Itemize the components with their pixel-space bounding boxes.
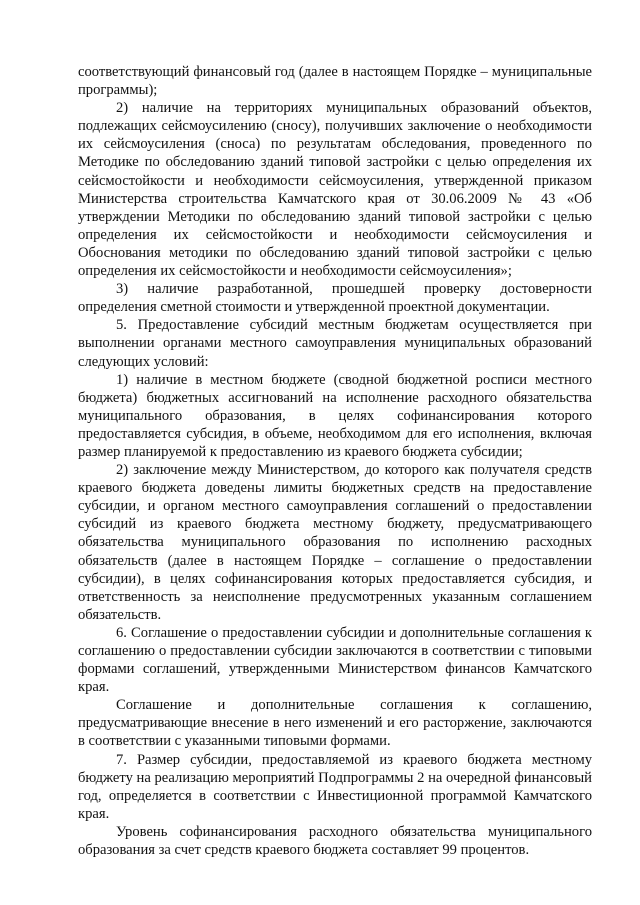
paragraph-clause-5: 5. Предоставление субсидий местным бюджетам осуществляется при выполнении органами местного самоуправления муниципальных образований следующих условий: (78, 317, 592, 370)
paragraph-clause-7: 7. Размер субсидии, предоставляемой из краевого бюджета местному бюджету на реализацию мероприятий Подпрограммы 2 на очередной финансовый год, определяется в соответствии с Инвестиционной программой Камчатского края. (78, 751, 592, 822)
paragraph-continuation: соответствующий финансовый год (далее в настоящем Порядке – муниципальные программы); (78, 64, 592, 99)
paragraph-item-2-objects: 2) наличие на территориях муниципальных образований объектов, подлежащих сейсмоусилению (сносу), получивших заключение о необходимости их сейсмоусиления (сноса) по результатам обследования, проведенного по Методике по обследованию зданий типовой застройки с целью определения их сейсмостойкости и необходимости сейсмоусиления, утвержденной приказом Министерства строительства Камчатского края от 30.06.2009 № 43 «Об утверждении Методики по обследованию зданий типовой застройки с целью определения их сейсмостойкости и необходимости сейсмоусиления и Обоснования методики по обследованию зданий типовой застройки с целью определения их сейсмостойкости и необходимости сейсмоусиления»; (78, 100, 592, 280)
paragraph-clause-6-additional: Соглашение и дополнительные соглашения к соглашению, предусматривающие внесение в него изменений и его расторжение, заключаются в соответствии с указанными типовыми формами. (78, 697, 592, 750)
document-page (78, 63, 592, 859)
paragraph-item-3-documentation: 3) наличие разработанной, прошедшей проверку достоверности определения сметной стоимости и утвержденной проектной документации. (78, 281, 592, 316)
paragraph-clause-6: 6. Соглашение о предоставлении субсидии и дополнительные соглашения к соглашению о предоставлении субсидии заключаются в соответствии с типовыми формами соглашений, утвержденными Министерством финансов Камчатского края. (78, 624, 592, 696)
paragraph-cofinancing-level: Уровень софинансирования расходного обязательства муниципального образования за счет средств краевого бюджета составляет 99 процентов. (78, 823, 592, 859)
paragraph-clause-5-item-1: 1) наличие в местном бюджете (сводной бюджетной росписи местного бюджета) бюджетных ассигнований на исполнение расходного обязательства муниципального образования, в целях софинансирования которого предоставляется субсидия, в объеме, необходимом для его исполнения, включая размер планируемой к предоставлению из краевого бюджета субсидии; (78, 371, 592, 460)
paragraph-clause-5-item-2: 2) заключение между Министерством, до которого как получателя средств краевого бюджета доведены лимиты бюджетных средств на предоставление субсидии, и органом местного самоуправления соглашений о предоставлении субсидий из краевого бюджета местному бюджету, предусматривающего обязательства муниципального образования по исполнению расходных обязательств (далее в настоящем Порядке – соглашение о предоставлении субсидии), в целях софинансирования которых предоставляется субсидия, и ответственность за неисполнение предусмотренных указанным соглашением обязательств. (78, 462, 592, 623)
